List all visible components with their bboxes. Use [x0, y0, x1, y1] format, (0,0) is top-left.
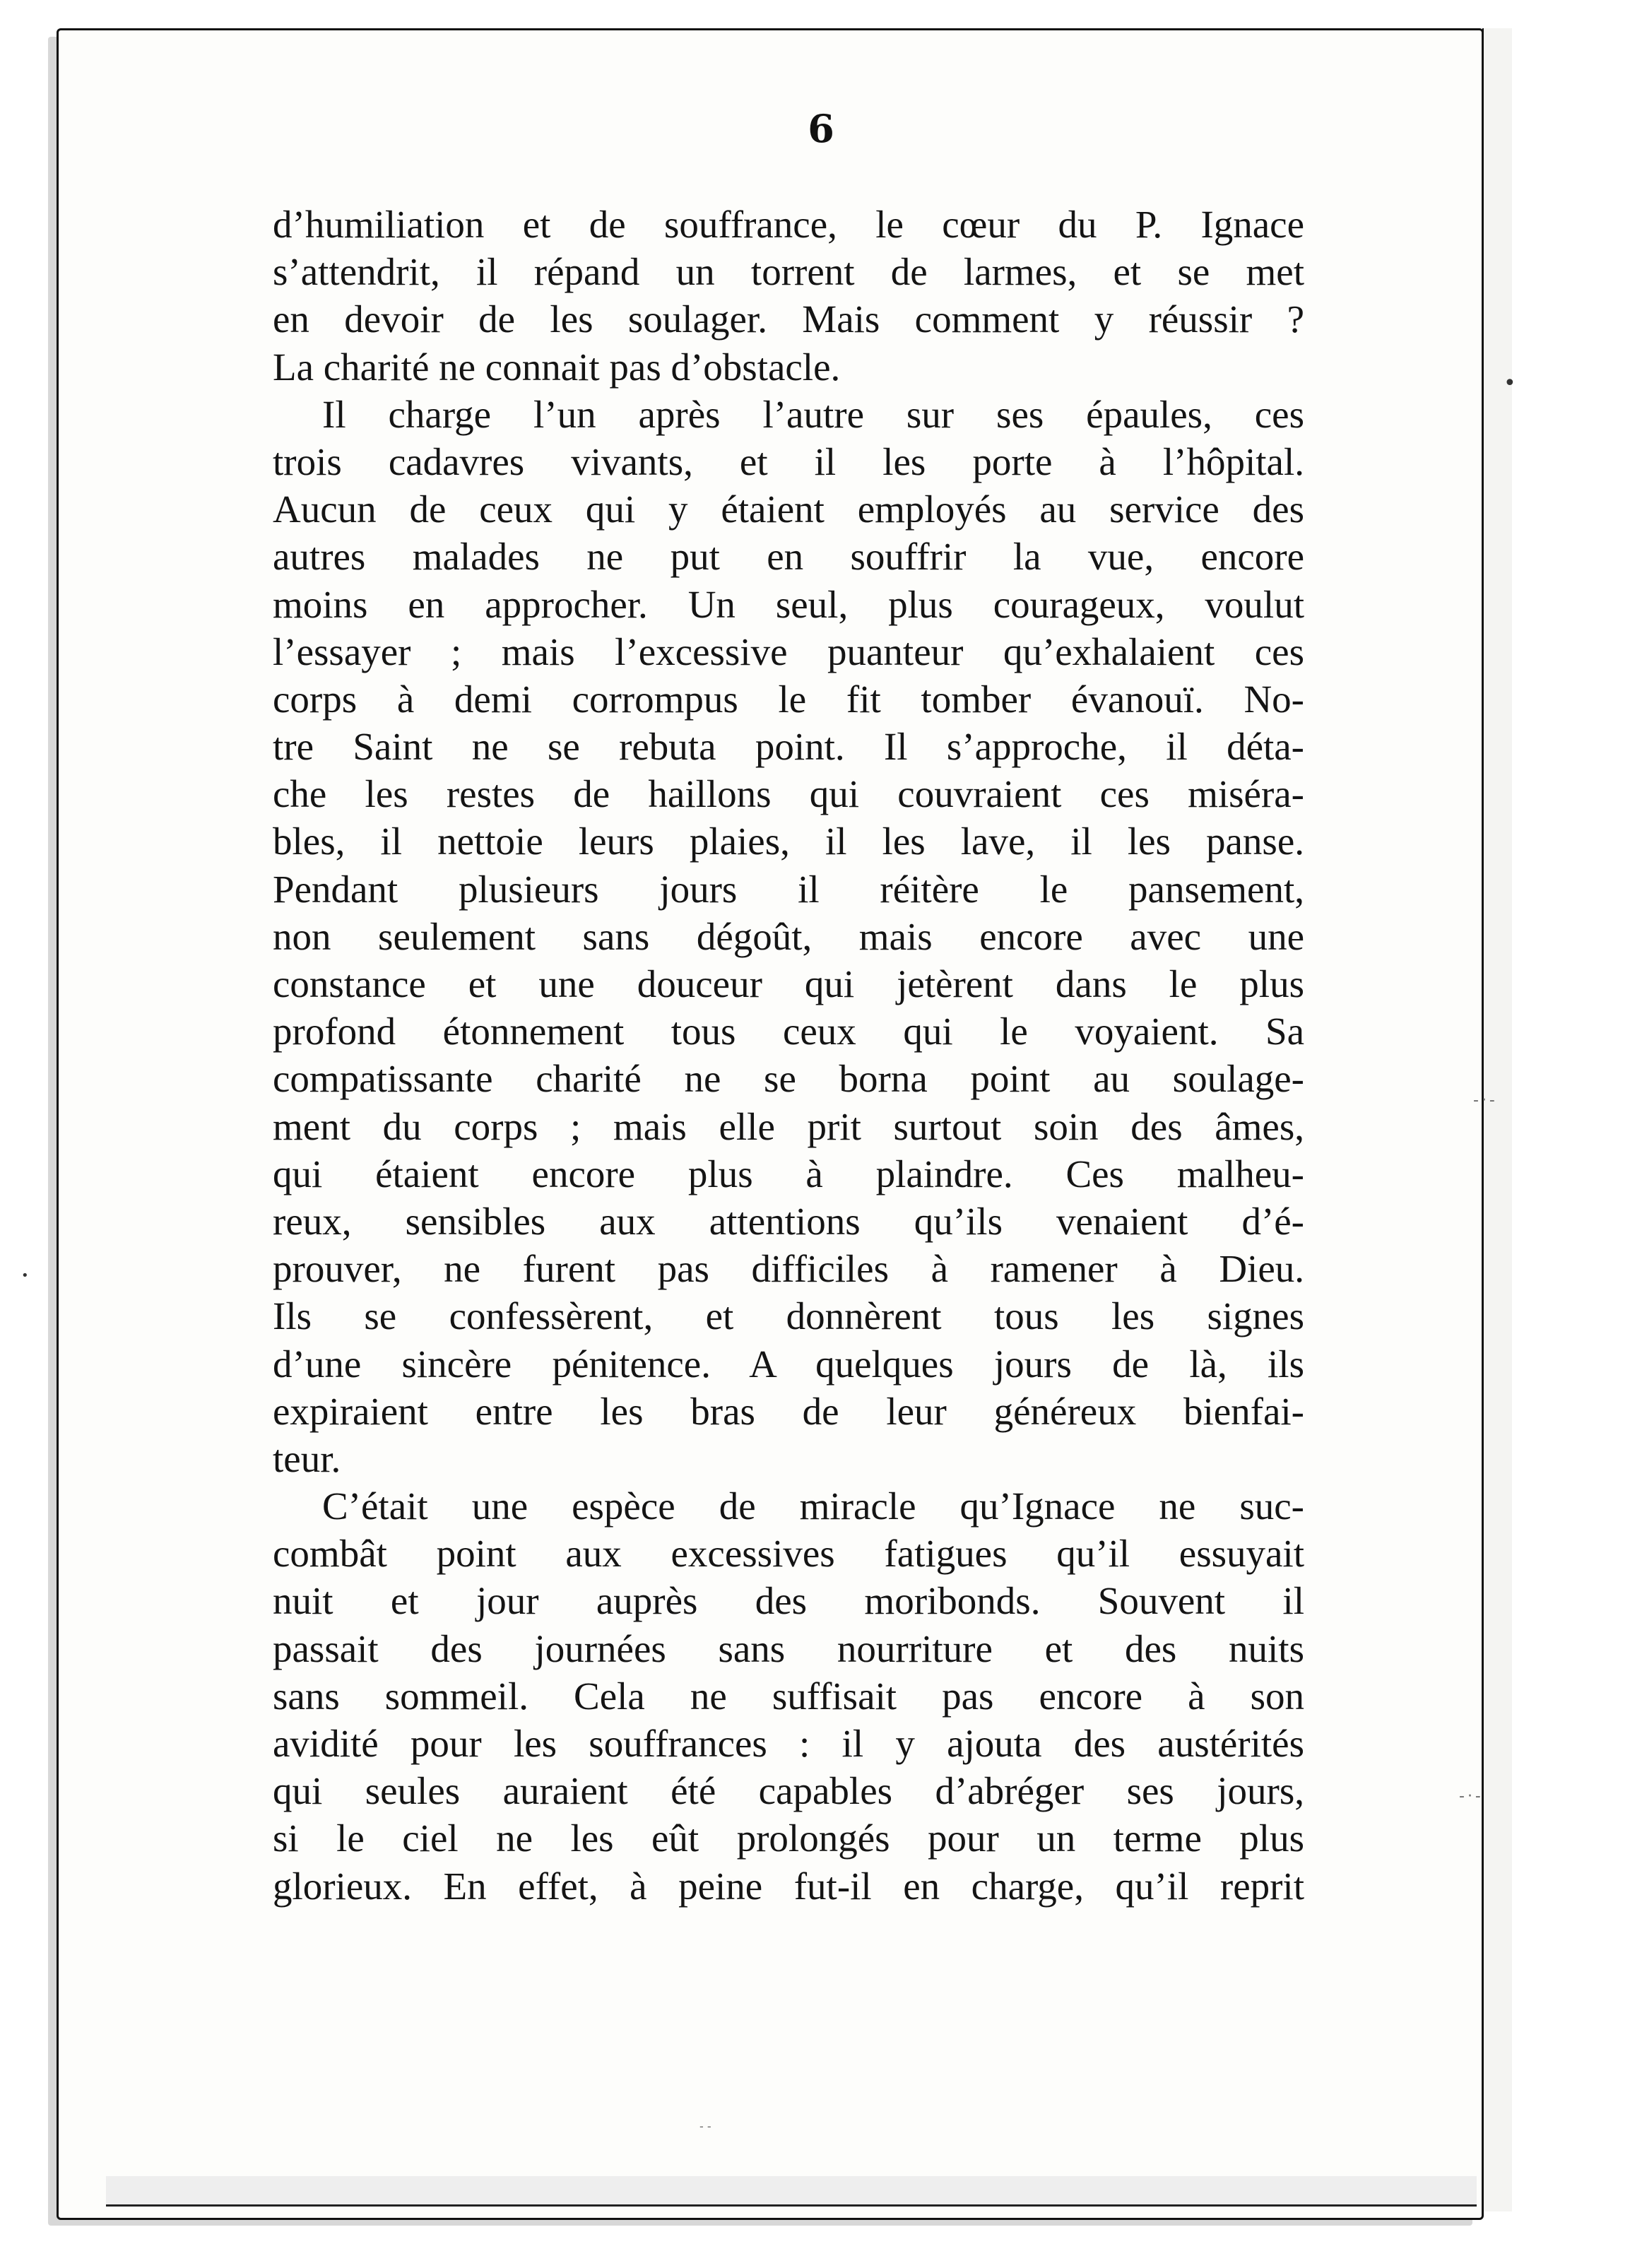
text-line-12: tre Saint ne se rebuta point. Il s’approche, il déta- [273, 725, 1304, 769]
text-line-29: combât point aux excessives fatigues qu’il essuyait [273, 1532, 1304, 1576]
text-line-20: ment du corps ; mais elle prit surtout soin des âmes, [273, 1104, 1304, 1148]
text-line-26: expiraient entre les bras de leur généreux bienfai- [273, 1389, 1304, 1433]
text-line-4: La charité ne connait pas d’obstacle. [273, 345, 841, 389]
text-line-23: prouver, ne furent pas difficiles à ramener à Dieu. [273, 1247, 1304, 1291]
text-line-10: l’essayer ; mais l’excessive puanteur qu’exhalaient ces [273, 630, 1304, 673]
body-text [273, 201, 1304, 1910]
text-line-24: Ils se confessèrent, et donnèrent tous les signes [273, 1294, 1304, 1338]
text-line-16: non seulement sans dégoût, mais encore avec une [273, 914, 1304, 958]
text-line-32: sans sommeil. Cela ne suffisait pas encore à son [273, 1674, 1304, 1718]
text-line-33: avidité pour les souffrances : il y ajouta des austérités [273, 1722, 1304, 1765]
text-line-2: s’attendrit, il répand un torrent de larmes, et se met [273, 250, 1304, 294]
text-line-8: autres malades ne put en souffrir la vue, encore [273, 535, 1304, 579]
text-line-36: glorieux. En effet, à peine fut-il en charge, qu’il reprit [273, 1864, 1304, 1908]
text-line-7: Aucun de ceux qui y étaient employés au service des [273, 488, 1304, 531]
scan-speck: - - [699, 2120, 711, 2133]
text-line-17: constance et une douceur qui jetèrent dans le plus [273, 962, 1304, 1005]
text-line-5: Il charge l’un après l’autre sur ses épaules, ces [322, 392, 1304, 436]
text-line-27: teur. [273, 1436, 341, 1480]
text-line-11: corps à demi corrompus le fit tomber évanouï. No- [273, 677, 1304, 721]
text-line-21: qui étaient encore plus à plaindre. Ces malheu- [273, 1152, 1304, 1195]
adjacent-page-edge [1482, 28, 1512, 2211]
text-line-19: compatissante charité ne se borna point au soulage- [273, 1057, 1304, 1101]
text-line-25: d’une sincère pénitence. A quelques jours de là, ils [273, 1342, 1304, 1386]
text-line-18: profond étonnement tous ceux qui le voyaient. Sa [273, 1010, 1304, 1053]
text-line-6: trois cadavres vivants, et il les porte à l’hôpital. [273, 439, 1304, 483]
text-line-15: Pendant plusieurs jours il réitère le pansement, [273, 867, 1304, 911]
scan-speck: -·- [1473, 1092, 1498, 1109]
text-line-30: nuit et jour auprès des moribonds. Souvent il [273, 1579, 1304, 1623]
text-line-13: che les restes de haillons qui couvraient ces miséra- [273, 772, 1304, 816]
text-line-9: moins en approcher. Un seul, plus courageux, voulut [273, 582, 1304, 626]
text-line-3: en devoir de les soulager. Mais comment y réussir ? [273, 297, 1304, 341]
text-line-34: qui seules auraient été capables d’abréger ses jours, [273, 1769, 1304, 1813]
text-line-1: d’humiliation et de souffrance, le cœur du P. Ignace [273, 203, 1304, 246]
text-line-31: passait des journées sans nourriture et des nuits [273, 1626, 1304, 1670]
scan-speck: • [1504, 371, 1516, 396]
text-line-28: C’était une espèce de miracle qu’Ignace ne suc- [322, 1484, 1304, 1528]
page-bottom-edge [106, 2176, 1477, 2207]
scan-speck: -·- [1459, 1788, 1484, 1805]
text-line-35: si le ciel ne les eût prolongés pour un terme plus [273, 1817, 1304, 1860]
text-line-22: reux, sensibles aux attentions qu’ils venaient d’é- [273, 1199, 1304, 1243]
page-number: 6 [808, 106, 834, 151]
scan-speck: • [21, 1268, 29, 1283]
text-line-14: bles, il nettoie leurs plaies, il les lave, il les panse. [273, 820, 1304, 863]
